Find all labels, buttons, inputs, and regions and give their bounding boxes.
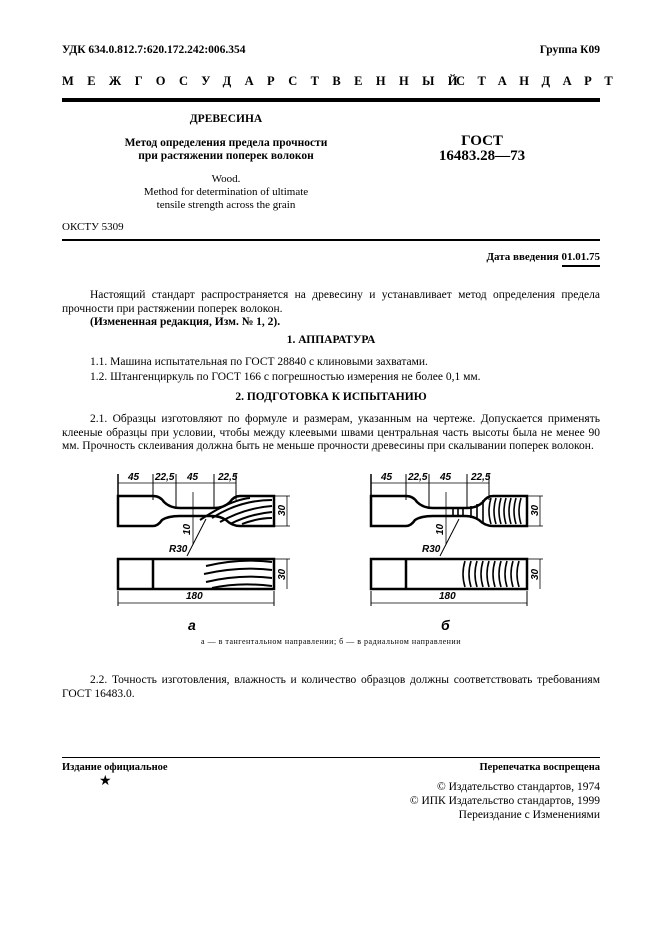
dim-45: 45 (128, 472, 140, 483)
radial-grain (453, 498, 521, 587)
dim-r30: R30 (422, 544, 441, 555)
okstu-code: ОКСТУ 5309 (62, 221, 124, 233)
dim-45: 45 (187, 472, 199, 483)
dim-22-5: 22,5 (155, 472, 175, 483)
paragraph-2-1: 2.1. Образцы изготовляют по формуле и размерам, указанным на чертеже. Допускается применять клееные образцы при условии, чтобы между клеевыми швами центральная часть высоты была не менее 90 мм. Прочность склеивания должна быть не меньше прочности древесины при скалывании поперек волокон. (62, 413, 600, 453)
figure-b-label: б (441, 617, 450, 633)
dim-22-5: 22,5 (408, 472, 428, 483)
paragraph-2-2: 2.2. Точность изготовления, влажность и количество образцов должны соответствовать требованиям ГОСТ 16483.0. (62, 674, 600, 700)
banner-right: СТАНДАРТ (456, 74, 626, 88)
figure-caption: а — в тангентальном направлении; б — в радиальном направлении (201, 637, 461, 646)
gost-label: ГОСТ (461, 133, 503, 149)
footer-rule (62, 757, 600, 758)
reissue-note: Переиздание с Изменениями (458, 809, 600, 821)
dim-r30: R30 (169, 544, 188, 555)
copyright-1974: © Издательство стандартов, 1974 (436, 781, 600, 793)
item-1-1: 1.1. Машина испытательная по ГОСТ 28840 с клиновыми захватами. (90, 356, 428, 368)
section-2-heading: 2. ПОДГОТОВКА К ИСПЫТАНИЮ (235, 391, 427, 403)
en-title-1: Wood. (211, 173, 241, 185)
dim-10: 10 (182, 523, 193, 535)
reprint-notice: Перепечатка воспрещена (479, 762, 600, 773)
udk-code: УДК 634.0.812.7:620.172.242:006.354 (62, 44, 246, 56)
tangential-grain (200, 498, 272, 588)
dim-180: 180 (186, 591, 203, 602)
section-1-heading: 1. АППАРАТУРА (286, 334, 376, 346)
date-value: 01.01.75 (562, 251, 601, 267)
doc-title: ДРЕВЕСИНА (189, 113, 263, 125)
official-edition: Издание официальное (62, 762, 168, 773)
dim-45: 45 (381, 472, 393, 483)
doc-subtitle-1: Метод определения предела прочности (124, 137, 328, 149)
gost-number: 16483.28—73 (438, 148, 526, 164)
dim-180: 180 (439, 591, 456, 602)
edition-note: (Измененная редакция, Изм. № 1, 2). (90, 316, 281, 328)
copyright-1999: © ИПК Издательство стандартов, 1999 (409, 795, 600, 807)
figure-a (118, 474, 290, 606)
star-icon: ★ (99, 774, 112, 789)
en-title-3: tensile strength across the grain (156, 199, 296, 211)
dim-30: 30 (530, 504, 541, 516)
dim-30: 30 (530, 568, 541, 580)
dim-10: 10 (435, 523, 446, 535)
dim-22-5: 22,5 (471, 472, 491, 483)
figure-b (371, 474, 543, 606)
date-label: Дата введения (486, 251, 559, 263)
item-1-2: 1.2. Штангенциркуль по ГОСТ 166 с погрешностью измерения не более 0,1 мм. (90, 371, 481, 383)
dim-45: 45 (440, 472, 452, 483)
doc-subtitle-2: при растяжении поперек волокон (138, 150, 314, 162)
dim-30: 30 (277, 504, 288, 516)
dim-30: 30 (277, 568, 288, 580)
dim-22-5: 22,5 (218, 472, 238, 483)
group-code: Группа К09 (539, 44, 600, 56)
intro-paragraph: Настоящий стандарт распространяется на древесину и устанавливает метод определения предела прочности при растяжении поперек волокон. (62, 289, 600, 315)
banner-left: МЕЖГОСУДАРСТВЕННЫЙ (62, 74, 471, 88)
figure-a-label: а (188, 617, 196, 633)
en-title-2: Method for determination of ultimate (143, 186, 309, 198)
